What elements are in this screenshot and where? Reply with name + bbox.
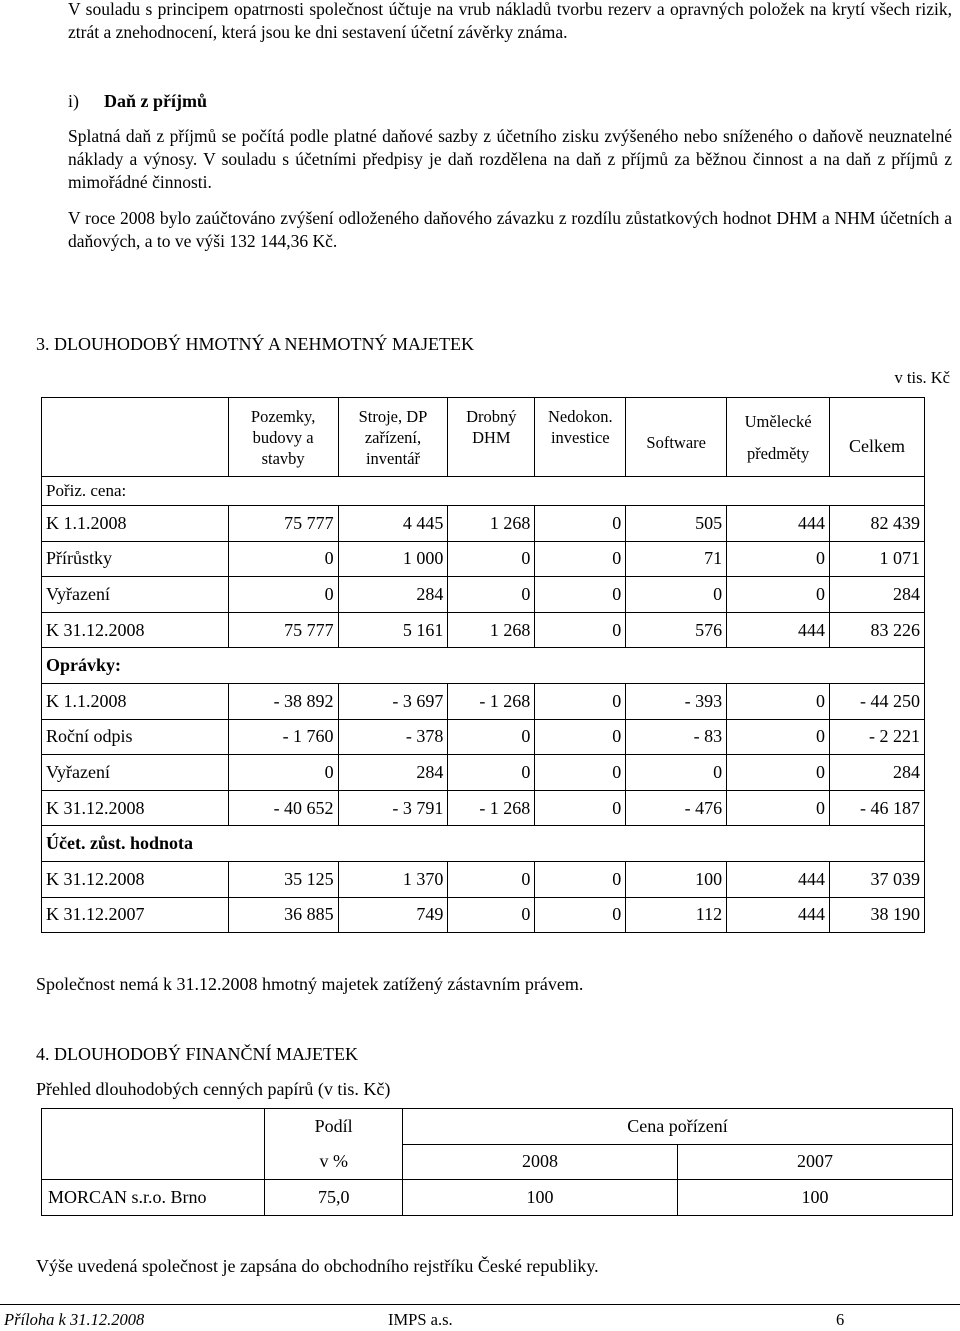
securities-cost-2007: 100 xyxy=(677,1180,952,1216)
asset-cell: 0 xyxy=(626,755,727,791)
asset-cell: 37 039 xyxy=(830,861,925,897)
asset-row-label: K 1.1.2008 xyxy=(42,506,229,542)
asset-column-header-line: Celkem xyxy=(849,436,906,456)
securities-header-cost: Cena pořízení xyxy=(402,1109,952,1145)
asset-column-header xyxy=(338,398,448,477)
asset-cell: 100 xyxy=(626,861,727,897)
asset-cell: 0 xyxy=(535,719,626,755)
asset-cell: 0 xyxy=(228,541,338,577)
asset-cell: 0 xyxy=(727,755,830,791)
asset-cell: 0 xyxy=(727,577,830,613)
asset-column-header xyxy=(228,398,338,477)
asset-cell: 0 xyxy=(448,577,535,613)
asset-cell: - 38 892 xyxy=(228,683,338,719)
asset-cell: 5 161 xyxy=(338,612,448,648)
asset-cell: 82 439 xyxy=(830,506,925,542)
securities-header-2007: 2007 xyxy=(677,1144,952,1180)
securities-company: MORCAN s.r.o. Brno xyxy=(42,1180,265,1216)
asset-cell: 0 xyxy=(727,719,830,755)
asset-column-header-line: Umělecké xyxy=(744,412,812,431)
footer-center: IMPS a.s. xyxy=(388,1310,453,1329)
section-i-paragraph-1: Splatná daň z příjmů se počítá podle platné daňové sazby z účetního zisku zvýšeného nebo sníženého o daňově neuznatelné náklady a výnosy. V souladu s účetními předpisy je daň rozdělena na daň z příjmů za běžnou činnost a na daň z příjmů z mimořádné činnosti. xyxy=(68,126,952,192)
asset-row-label: Vyřazení xyxy=(42,755,229,791)
asset-column-header xyxy=(727,398,830,477)
asset-cell: 38 190 xyxy=(830,897,925,933)
securities-header-share: Podíl xyxy=(265,1109,403,1145)
section-i-paragraph-2: V roce 2008 bylo zaúčtováno zvýšení odloženého daňového závazku z rozdílu zůstatkových hodnot DHM a NHM účetních a daňových, a to ve výši 132 144,36 Kč. xyxy=(68,208,952,251)
asset-row-label: Přírůstky xyxy=(42,541,229,577)
securities-table xyxy=(41,1108,953,1216)
asset-cell: - 83 xyxy=(626,719,727,755)
asset-cell: - 476 xyxy=(626,790,727,826)
asset-cell: - 3 791 xyxy=(338,790,448,826)
asset-cell: 75 777 xyxy=(228,612,338,648)
table-row xyxy=(42,648,925,684)
section-4-title: 4. DLOUHODOBÝ FINANČNÍ MAJETEK xyxy=(36,1044,358,1064)
asset-cell: - 44 250 xyxy=(830,683,925,719)
section-3-note: Společnost nemá k 31.12.2008 hmotný majetek zatížený zástavním právem. xyxy=(36,974,584,994)
asset-cell: - 2 221 xyxy=(830,719,925,755)
asset-cell: 284 xyxy=(830,755,925,791)
asset-row-label: K 31.12.2007 xyxy=(42,897,229,933)
asset-cell: - 40 652 xyxy=(228,790,338,826)
asset-cell: 284 xyxy=(338,755,448,791)
asset-cell: 0 xyxy=(535,861,626,897)
asset-cell: 0 xyxy=(228,755,338,791)
asset-cell: 0 xyxy=(535,683,626,719)
asset-row-label: Oprávky: xyxy=(42,648,925,684)
asset-column-header-line: zařízení, xyxy=(364,428,422,447)
asset-row-label: Účet. zůst. hodnota xyxy=(42,826,925,862)
asset-column-header-line: Pozemky, xyxy=(250,407,316,426)
asset-cell: 35 125 xyxy=(228,861,338,897)
section-3-title: 3. DLOUHODOBÝ HMOTNÝ A NEHMOTNÝ MAJETEK xyxy=(36,334,474,354)
table-row xyxy=(42,755,925,791)
asset-cell: - 1 760 xyxy=(228,719,338,755)
unit-label: v tis. Kč xyxy=(894,368,950,387)
asset-cell: 1 071 xyxy=(830,541,925,577)
asset-cell: 0 xyxy=(535,897,626,933)
asset-cell: 36 885 xyxy=(228,897,338,933)
table-row xyxy=(42,577,925,613)
asset-cell: 1 268 xyxy=(448,612,535,648)
table-row xyxy=(42,683,925,719)
table-row xyxy=(42,790,925,826)
asset-cell: 75 777 xyxy=(228,506,338,542)
asset-cell: 0 xyxy=(448,541,535,577)
table-row xyxy=(42,477,925,506)
asset-cell: 0 xyxy=(535,612,626,648)
asset-cell: 749 xyxy=(338,897,448,933)
securities-header-2008: 2008 xyxy=(402,1144,677,1180)
table-row xyxy=(42,719,925,755)
table-row xyxy=(42,861,925,897)
fixed-assets-table xyxy=(41,397,925,933)
securities-header-blank-2 xyxy=(42,1144,265,1180)
section-i-marker: i) xyxy=(68,91,79,111)
asset-cell: 505 xyxy=(626,506,727,542)
asset-row-label: K 31.12.2008 xyxy=(42,861,229,897)
asset-cell: 0 xyxy=(535,577,626,613)
asset-header-blank xyxy=(42,398,229,477)
asset-cell: - 46 187 xyxy=(830,790,925,826)
asset-cell: 1 000 xyxy=(338,541,448,577)
asset-row-label: Pořiz. cena: xyxy=(42,477,925,506)
asset-cell: 1 268 xyxy=(448,506,535,542)
asset-cell: 0 xyxy=(727,683,830,719)
footer-page-number: 6 xyxy=(836,1310,845,1329)
asset-column-header xyxy=(448,398,535,477)
asset-cell: 0 xyxy=(727,541,830,577)
asset-cell: 0 xyxy=(535,506,626,542)
securities-header-blank xyxy=(42,1109,265,1145)
asset-cell: 0 xyxy=(535,755,626,791)
section-i-title: Daň z příjmů xyxy=(104,91,207,111)
asset-cell: 1 370 xyxy=(338,861,448,897)
asset-cell: 0 xyxy=(626,577,727,613)
section-4-subtitle: Přehled dlouhodobých cenných papírů (v tis. Kč) xyxy=(36,1079,391,1099)
table-row xyxy=(42,897,925,933)
asset-cell: 0 xyxy=(727,790,830,826)
asset-cell: - 378 xyxy=(338,719,448,755)
asset-row-label: K 1.1.2008 xyxy=(42,683,229,719)
asset-cell: 444 xyxy=(727,506,830,542)
footer-divider xyxy=(0,1304,960,1305)
asset-column-header-line: Stroje, DP xyxy=(358,407,428,426)
asset-column-header-line: předměty xyxy=(746,444,810,463)
asset-column-header xyxy=(626,398,727,477)
table-row xyxy=(42,826,925,862)
asset-column-header-line: Nedokon. xyxy=(547,407,613,426)
asset-column-header xyxy=(830,398,925,477)
table-row xyxy=(42,506,925,542)
asset-cell: 0 xyxy=(228,577,338,613)
asset-column-header-line: stavby xyxy=(261,449,305,468)
asset-column-header-line: Software xyxy=(646,433,706,452)
asset-cell: 0 xyxy=(448,755,535,791)
asset-cell: 284 xyxy=(830,577,925,613)
asset-column-header-line: Drobný xyxy=(466,407,517,426)
section-4-note: Výše uvedená společnost je zapsána do obchodního rejstříku České republiky. xyxy=(36,1256,599,1276)
asset-cell: 83 226 xyxy=(830,612,925,648)
footer-left: Příloha k 31.12.2008 xyxy=(4,1310,145,1329)
intro-paragraph: V souladu s principem opatrnosti společnost účtuje na vrub nákladů tvorbu rezerv a opravných položek na krytí všech rizik, ztrát a znehodnocení, která jsou ke dni sestavení účetní závěrky známa. xyxy=(68,0,952,42)
asset-cell: 0 xyxy=(448,719,535,755)
securities-share: 75,0 xyxy=(265,1180,403,1216)
asset-column-header-line: budovy a xyxy=(252,428,314,447)
asset-cell: 0 xyxy=(535,790,626,826)
asset-column-header-line: DHM xyxy=(472,428,511,447)
asset-row-label: K 31.12.2008 xyxy=(42,612,229,648)
asset-row-label: Vyřazení xyxy=(42,577,229,613)
asset-cell: 71 xyxy=(626,541,727,577)
securities-header-share-unit: v % xyxy=(265,1144,403,1180)
asset-cell: 0 xyxy=(535,541,626,577)
asset-cell: 576 xyxy=(626,612,727,648)
table-row xyxy=(42,541,925,577)
table-row xyxy=(42,612,925,648)
asset-cell: 444 xyxy=(727,612,830,648)
asset-cell: - 393 xyxy=(626,683,727,719)
asset-cell: - 3 697 xyxy=(338,683,448,719)
asset-cell: - 1 268 xyxy=(448,790,535,826)
asset-cell: 4 445 xyxy=(338,506,448,542)
asset-cell: 112 xyxy=(626,897,727,933)
asset-column-header-line: investice xyxy=(550,428,610,447)
asset-cell: 0 xyxy=(448,861,535,897)
asset-cell: 284 xyxy=(338,577,448,613)
asset-row-label: K 31.12.2008 xyxy=(42,790,229,826)
table-row xyxy=(42,1180,953,1216)
asset-column-header-line: inventář xyxy=(365,449,421,468)
asset-row-label: Roční odpis xyxy=(42,719,229,755)
asset-cell: 444 xyxy=(727,897,830,933)
securities-cost-2008: 100 xyxy=(402,1180,677,1216)
asset-cell: 444 xyxy=(727,861,830,897)
asset-cell: 0 xyxy=(448,897,535,933)
asset-column-header xyxy=(535,398,626,477)
asset-cell: - 1 268 xyxy=(448,683,535,719)
